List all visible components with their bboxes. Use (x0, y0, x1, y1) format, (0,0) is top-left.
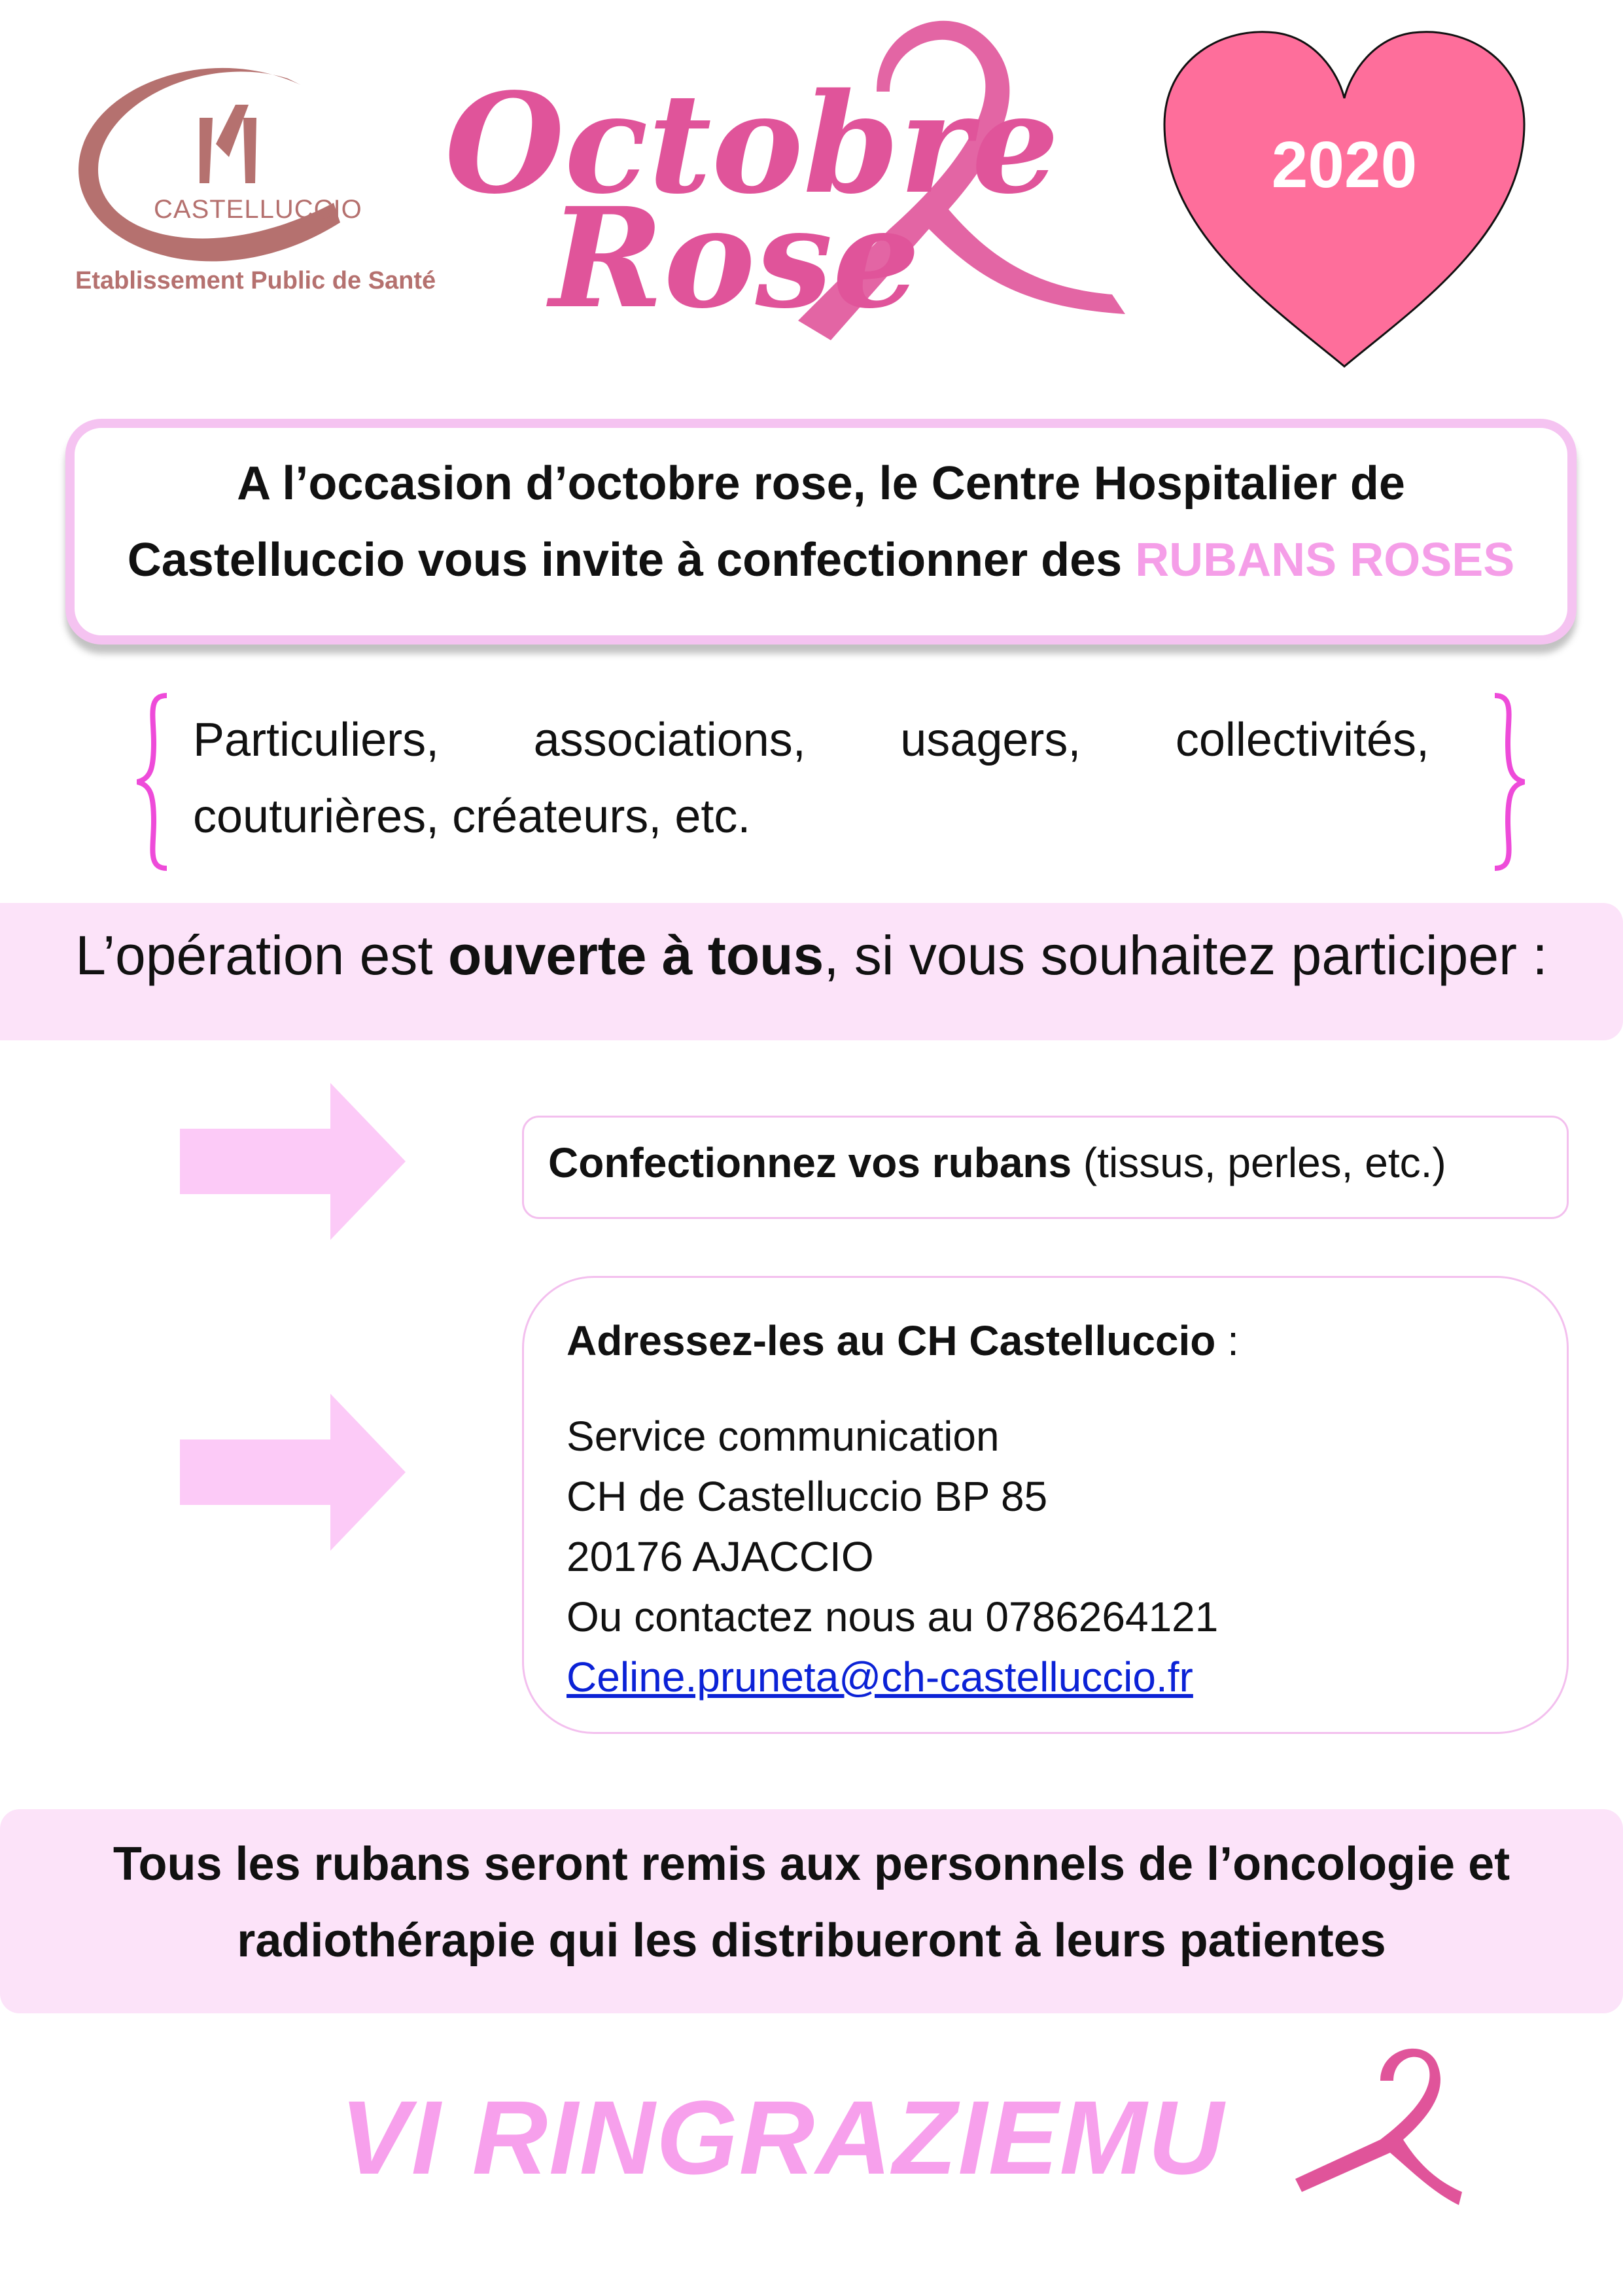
invite-box (65, 419, 1577, 645)
final-line-1: Tous les rubans seront remis aux personnels de l’oncologie et (113, 1838, 1510, 1890)
invite-line-2 (65, 533, 1577, 587)
step1-bold: Confectionnez vos rubans (548, 1139, 1072, 1186)
step2-bold: Adressez-les au CH Castelluccio (567, 1317, 1216, 1364)
final-line-2: radiothérapie qui les distribueront à leurs patientes (237, 1915, 1386, 1967)
email-link[interactable]: Celine.pruneta@ch-castelluccio.fr (567, 1653, 1193, 1701)
title-rose: Rose (550, 177, 920, 339)
step1-rest: (tissus, perles, etc.) (1072, 1139, 1446, 1186)
address-line: CH de Castelluccio BP 85 (567, 1473, 1048, 1520)
step2-rest: : (1215, 1317, 1239, 1364)
address-line: Service communication (567, 1413, 1000, 1460)
address-line: 20176 AJACCIO (567, 1533, 874, 1580)
year-label: 2020 (1271, 128, 1418, 202)
audience-line-2: couturières, créateurs, etc. (193, 790, 751, 843)
small-ribbon-icon (1282, 2041, 1465, 2212)
arrow-right-icon (180, 1394, 409, 1551)
open-suffix: , si vous souhaitez participer : (824, 925, 1548, 986)
open-prefix: L’opération est (75, 925, 449, 986)
left-brace-icon (131, 690, 177, 874)
title-octobre: Octobre (445, 63, 1059, 224)
logo-subtitle: Etablissement Public de Santé (75, 267, 436, 294)
open-statement (0, 924, 1623, 987)
step-make-ribbons-text (548, 1139, 1446, 1187)
open-bold: ouverte à tous (448, 925, 824, 986)
right-brace-icon (1485, 690, 1531, 874)
step-send-title (567, 1316, 1239, 1365)
thanks-title: VI RINGRAZIEMU (340, 2079, 1225, 2196)
arrow-right-icon (180, 1083, 409, 1240)
rubans-roses-highlight: RUBANS ROSES (1135, 534, 1515, 586)
logo-name: CASTELLUCCIO (154, 195, 362, 224)
invite-line-1: A l’occasion d’octobre rose, le Centre Hospitalier de (237, 457, 1405, 510)
invite-line-2-text: Castelluccio vous invite à confectionner des (127, 534, 1136, 586)
audience-line-1: Particuliers, associations, usagers, collectivités, (193, 714, 1429, 766)
contact-phone: Ou contactez nous au 0786264121 (567, 1593, 1219, 1640)
